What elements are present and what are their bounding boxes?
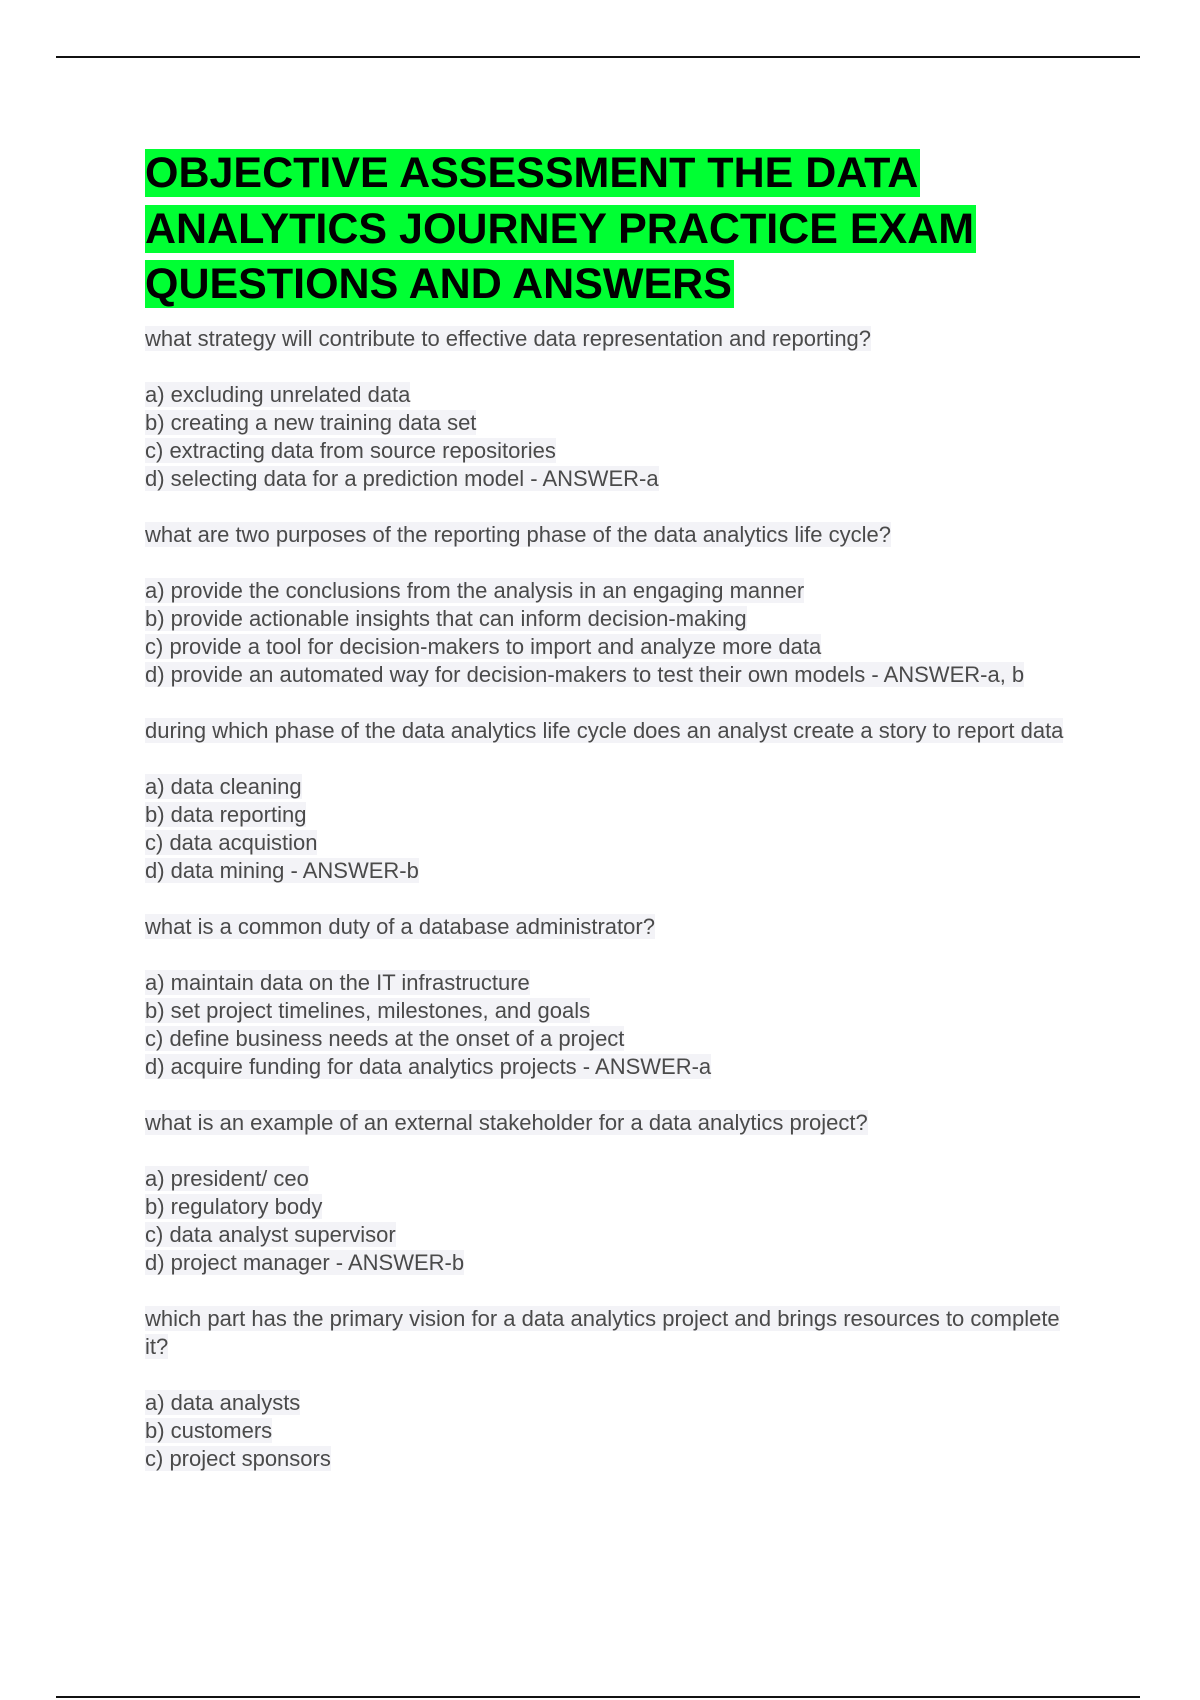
- answer-option-label: c) provide a tool for decision-makers to import and analyze more data: [145, 633, 822, 659]
- question-label: what are two purposes of the reporting phase of the data analytics life cycle?: [145, 521, 891, 547]
- question-text: [145, 1305, 1065, 1361]
- answer-option: [145, 997, 1065, 1025]
- answer-option: [145, 465, 1065, 493]
- bottom-rule: [56, 1696, 1140, 1698]
- answer-option: [145, 633, 1065, 661]
- answer-option-label: c) define business needs at the onset of a project: [145, 1025, 625, 1051]
- question-list: [145, 325, 1065, 1473]
- answer-option: [145, 1249, 1065, 1277]
- answer-option: [145, 1193, 1065, 1221]
- question-text: [145, 717, 1065, 745]
- question-block: [145, 1109, 1065, 1277]
- answer-option-label: c) extracting data from source repositories: [145, 437, 556, 463]
- answer-option-label: d) data mining - ANSWER-b: [145, 857, 419, 883]
- answer-option-label: d) selecting data for a prediction model - ANSWER-a: [145, 465, 659, 491]
- answer-option: [145, 577, 1065, 605]
- answer-option: [145, 1053, 1065, 1081]
- question-label: during which phase of the data analytics life cycle does an analyst create a story to report data: [145, 717, 1064, 743]
- top-rule: [56, 56, 1140, 58]
- answer-option: [145, 381, 1065, 409]
- answer-option: [145, 1445, 1065, 1473]
- answer-option-label: c) data acquistion: [145, 829, 318, 855]
- question-label: which part has the primary vision for a data analytics project and brings resources to complete it?: [145, 1305, 1060, 1359]
- question-block: [145, 325, 1065, 493]
- answer-option-label: b) data reporting: [145, 801, 307, 827]
- answer-option: [145, 773, 1065, 801]
- answer-option: [145, 829, 1065, 857]
- answer-option-label: c) project sponsors: [145, 1445, 331, 1471]
- answer-option: [145, 409, 1065, 437]
- question-label: what is an example of an external stakeholder for a data analytics project?: [145, 1109, 868, 1135]
- answer-option-label: b) customers: [145, 1417, 273, 1443]
- answer-option-label: c) data analyst supervisor: [145, 1221, 396, 1247]
- answer-option-label: b) creating a new training data set: [145, 409, 477, 435]
- answer-option-label: b) set project timelines, milestones, and goals: [145, 997, 591, 1023]
- answer-option-label: a) president/ ceo: [145, 1165, 309, 1191]
- answer-option: [145, 661, 1065, 689]
- question-text: [145, 1109, 1065, 1137]
- answer-option-label: d) provide an automated way for decision-makers to test their own models - ANSWER-a, b: [145, 661, 1025, 687]
- answer-option-label: a) excluding unrelated data: [145, 381, 411, 407]
- answer-option: [145, 1165, 1065, 1193]
- question-text: [145, 325, 1065, 353]
- question-text: [145, 913, 1065, 941]
- document-body: [145, 146, 1065, 1501]
- question-block: [145, 521, 1065, 689]
- question-text: [145, 521, 1065, 549]
- answer-option: [145, 437, 1065, 465]
- question-block: [145, 913, 1065, 1081]
- question-block: [145, 717, 1065, 885]
- answer-option-label: b) regulatory body: [145, 1193, 323, 1219]
- answer-option: [145, 801, 1065, 829]
- answer-option-label: d) acquire funding for data analytics projects - ANSWER-a: [145, 1053, 712, 1079]
- answer-option: [145, 969, 1065, 997]
- answer-option: [145, 1389, 1065, 1417]
- answer-option: [145, 1221, 1065, 1249]
- question-label: what strategy will contribute to effective data representation and reporting?: [145, 325, 872, 351]
- answer-option-label: b) provide actionable insights that can inform decision-making: [145, 605, 747, 631]
- answer-option-label: a) data cleaning: [145, 773, 302, 799]
- answer-option-label: a) provide the conclusions from the analysis in an engaging manner: [145, 577, 805, 603]
- answer-option-label: d) project manager - ANSWER-b: [145, 1249, 465, 1275]
- answer-option: [145, 1025, 1065, 1053]
- answer-option-label: a) data analysts: [145, 1389, 301, 1415]
- document-title: OBJECTIVE ASSESSMENT THE DATA ANALYTICS JOURNEY PRACTICE EXAM QUESTIONS AND ANSWERS: [145, 149, 975, 308]
- answer-option: [145, 1417, 1065, 1445]
- answer-option-label: a) maintain data on the IT infrastructure: [145, 969, 530, 995]
- question-block: [145, 1305, 1065, 1473]
- answer-option: [145, 857, 1065, 885]
- question-label: what is a common duty of a database administrator?: [145, 913, 655, 939]
- answer-option: [145, 605, 1065, 633]
